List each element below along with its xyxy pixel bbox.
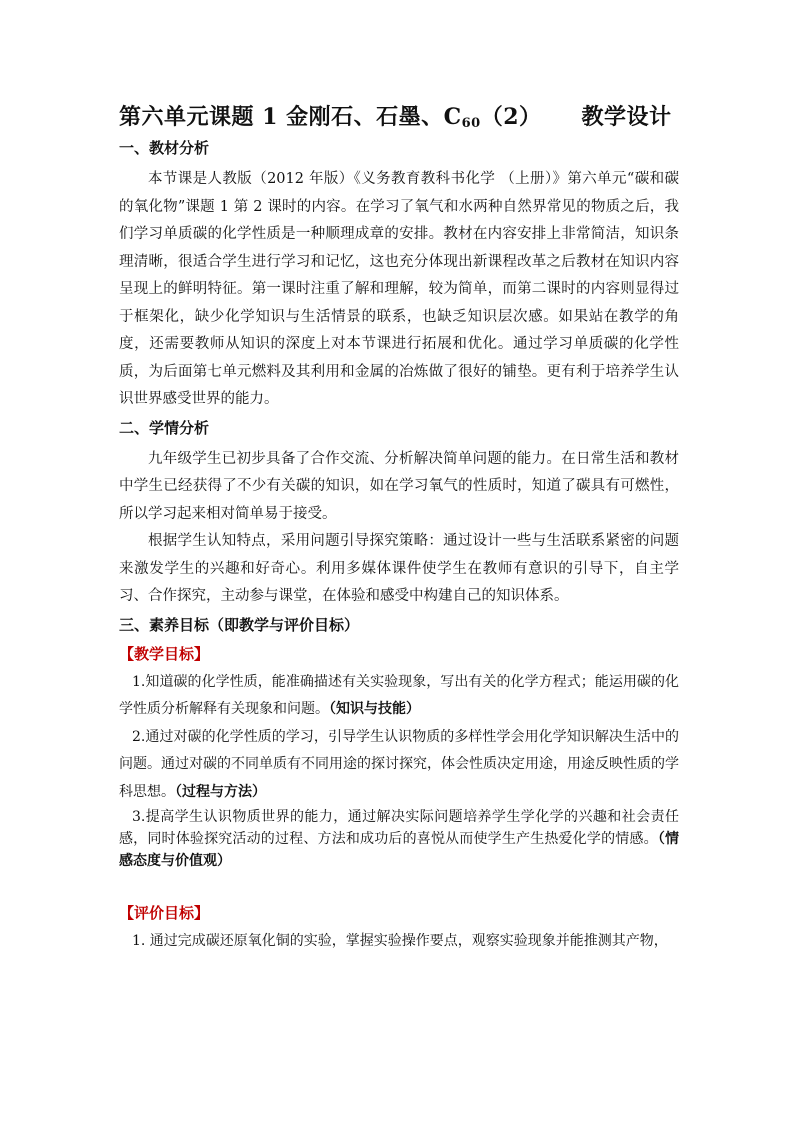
spacer — [119, 872, 679, 898]
section-heading-student-analysis: 二、学情分析 — [119, 418, 210, 437]
teaching-goal-item — [119, 806, 679, 872]
teaching-goal-item — [119, 669, 679, 724]
teaching-goals-tag: 【教学目标】 — [119, 644, 210, 663]
teaching-goal-text: 1.知道碳的化学性质，能准确描述有关实验现象，写出有关的化学方程式；能运用碳的化学性质分析解释有关现象和问题。 — [119, 673, 679, 717]
title-tail: （2） — [480, 104, 542, 130]
teaching-goal-text: 2.通过对碳的化学性质的学习，引导学生认识物质的多样性学会用化学知识解决生活中的问题。通过对碳的不同单质有不同用途的探讨探究，体会性质决定用途，用途反映性质的学科思想。 — [119, 728, 679, 800]
paragraph-textbook-analysis: 本节课是人教版（2012 年版）《义务教育教科书化学 （上册）》第六单元“碳和碳的氧化物”课题 1 第 2 课时的内容。在学习了氧气和水两种自然界常见的物质之后，我们学习单质碳的化学性质是一种顺理成章的安排。教材在内容安排上非常简洁，知识条理清晰，很适合学生进行学习和记忆，这也充分体现出新课程改革之后教材在知识内容呈现上的鲜明特征。第一课时注重了解和理解，较为简单，而第二课时的内容则显得过于框架化，缺少化学知识与生活情景的联系，也缺乏知识层次感。如果站在教学的角度，还需要教师从知识的深度上对本节课进行拓展和优化。通过学习单质碳的化学性质，为后面第七单元燃料及其利用和金属的冶炼做了很好的铺垫。更有利于培养学生认识世界感受世界的能力。 — [119, 171, 679, 407]
title-subscript: 60 — [461, 116, 481, 131]
document-title — [119, 100, 679, 134]
paragraph-teaching-strategy: 根据学生认知特点，采用问题引导探究策略：通过设计一些与生活联系紧密的问题来激发学生的兴趣和好奇心。利用多媒体课件使学生在教师有意识的引导下，自主学习、合作探究，主动参与课堂，在体验和感受中构建自己的知识体系。 — [119, 533, 679, 604]
teaching-goal-category: （情感态度与价值观） — [119, 831, 680, 869]
teaching-goal-text: 3.提高学生认识物质世界的能力，通过解决实际问题培养学生学化学的兴趣和社会责任感，同时体验探究活动的过程、方法和成功后的喜悦从而使学生产生热爱化学的情感。 — [119, 809, 679, 847]
title-suffix: 教学设计 — [581, 104, 672, 130]
title-main: 第六单元课题 1 金刚石、石墨、C — [119, 104, 462, 130]
evaluation-goal-item: 1. 通过完成碳还原氧化铜的实验，掌握实验操作要点，观察实验现象并能推测其产物， — [132, 933, 668, 949]
section-heading-literacy-goals: 三、素养目标（即教学与评价目标） — [119, 615, 360, 634]
paragraph-student-background: 九年级学生已初步具备了合作交流、分析解决简单问题的能力。在日常生活和教材中学生已经获得了不少有关碳的知识，如在学习氧气的性质时，知道了碳具有可燃性，所以学习起来相对简单易于接受。 — [119, 450, 679, 522]
document-body — [119, 100, 679, 956]
evaluation-goals-tag: 【评价目标】 — [119, 904, 210, 922]
teaching-goal-category: （过程与方法） — [175, 783, 266, 800]
teaching-goal-item — [119, 724, 679, 807]
teaching-goal-category: （知识与技能） — [329, 701, 420, 717]
section-heading-textbook-analysis: 一、教材分析 — [119, 139, 210, 157]
